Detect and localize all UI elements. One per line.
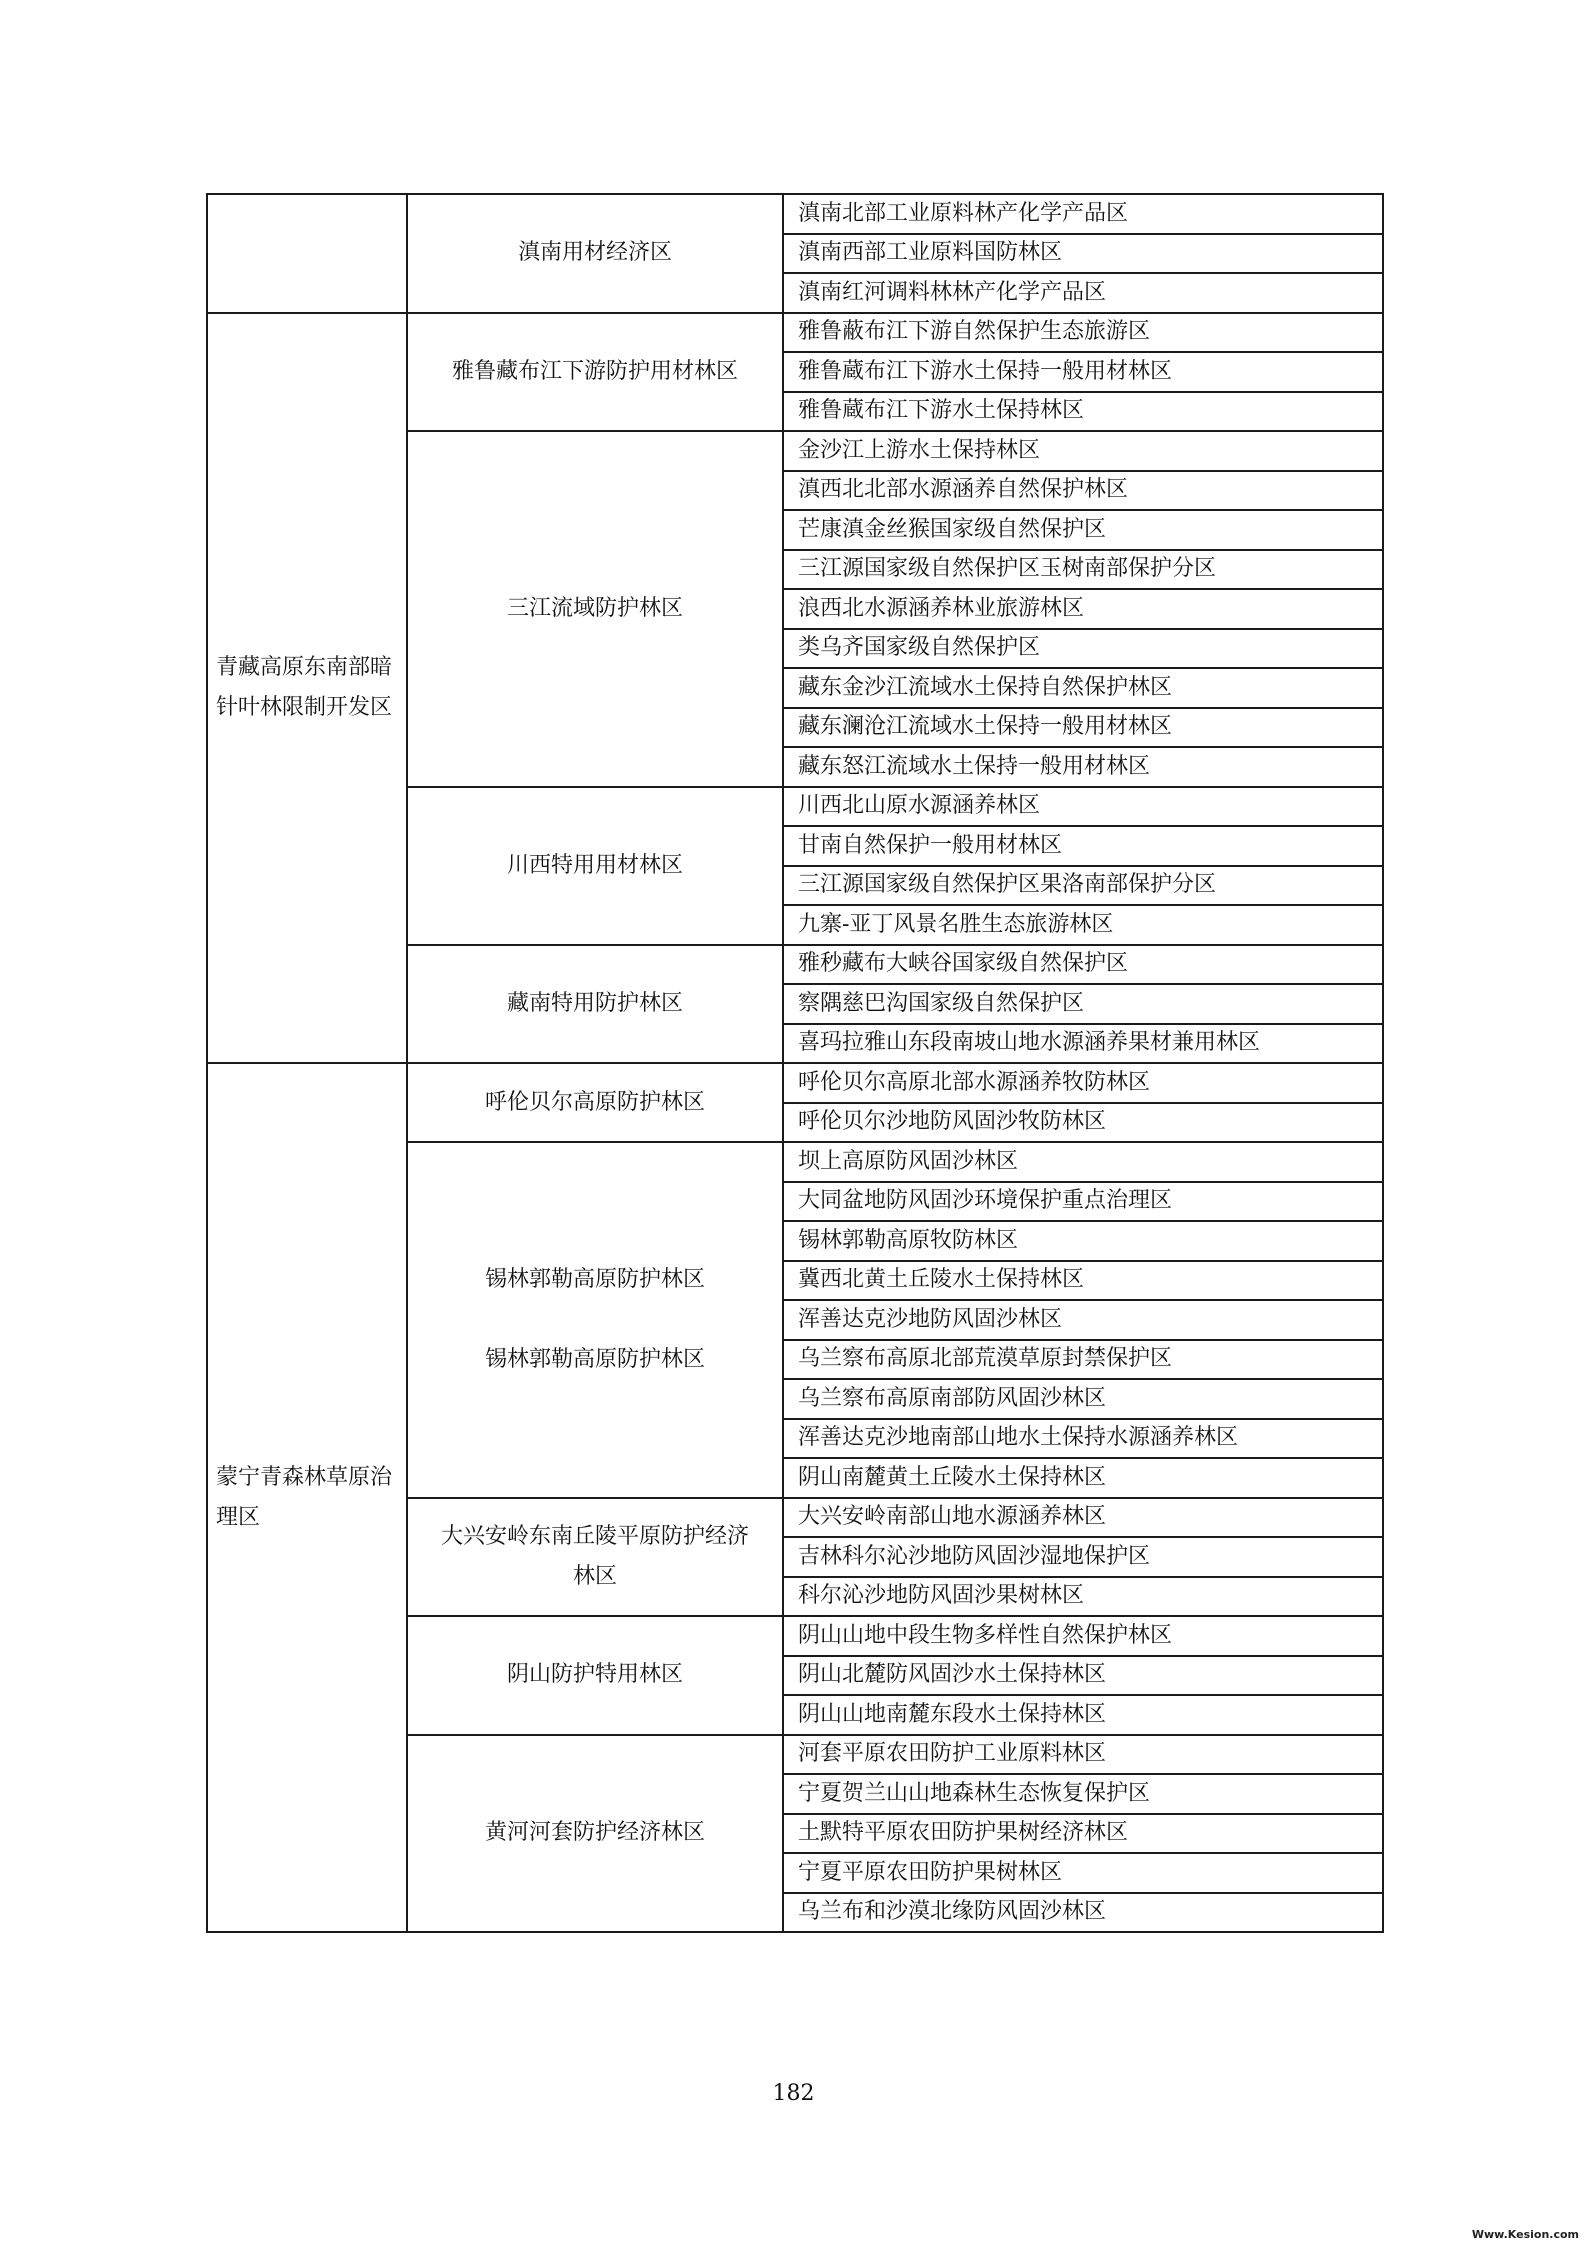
forest-area-cell: 川西北山原水源涵养林区 — [783, 787, 1383, 827]
forest-area-cell: 藏东怒江流域水土保持一般用材林区 — [783, 747, 1383, 787]
watermark: Www.Kesion.com — [1471, 2228, 1579, 2241]
forest-area-cell: 冀西北黄土丘陵水土保持林区 — [783, 1261, 1383, 1301]
subregion-cell — [407, 194, 783, 313]
region-cell: 蒙宁青森林草原治理区 — [207, 1063, 407, 1932]
forest-area-cell: 阴山山地南麓东段水土保持林区 — [783, 1695, 1383, 1735]
forest-area-cell: 宁夏贺兰山山地森林生态恢复保护区 — [783, 1774, 1383, 1814]
subregion-label: 大兴安岭东南丘陵平原防护经济 — [440, 1523, 749, 1549]
forest-area-cell: 坝上高原防风固沙林区 — [783, 1142, 1383, 1182]
forest-area-cell: 乌兰布和沙漠北缘防风固沙林区 — [783, 1893, 1383, 1933]
subregion-cell — [407, 1498, 783, 1617]
table-row — [207, 313, 1383, 353]
forest-area-cell: 藏东金沙江流域水土保持自然保护林区 — [783, 668, 1383, 708]
page-number: 182 — [772, 2081, 815, 2106]
forest-area-cell: 雅鲁蔽布江下游自然保护生态旅游区 — [783, 313, 1383, 353]
forest-area-cell: 乌兰察布高原北部荒漠草原封禁保护区 — [783, 1340, 1383, 1380]
subregion-cell — [407, 313, 783, 432]
forest-area-cell: 雅秒藏布大峡谷国家级自然保护区 — [783, 945, 1383, 985]
forest-area-cell: 滇南西部工业原料国防林区 — [783, 234, 1383, 274]
region-cell — [207, 194, 407, 313]
forest-area-cell: 宁夏平原农田防护果树林区 — [783, 1853, 1383, 1893]
forest-area-cell: 芒康滇金丝猴国家级自然保护区 — [783, 510, 1383, 550]
forest-area-cell: 雅鲁蔵布江下游水土保持林区 — [783, 392, 1383, 432]
forest-area-cell: 藏东澜沧江流域水土保持一般用材林区 — [783, 708, 1383, 748]
subregion-cell — [407, 945, 783, 1064]
forest-area-cell: 大兴安岭南部山地水源涵养林区 — [783, 1498, 1383, 1538]
subregion-cell — [407, 431, 783, 787]
region-cell: 青藏高原东南部暗针叶林限制开发区 — [207, 313, 407, 1064]
subregion-cell — [407, 1616, 783, 1735]
forest-area-cell: 三江源国家级自然保护区玉树南部保护分区 — [783, 550, 1383, 590]
forest-area-cell: 甘南自然保护一般用材林区 — [783, 826, 1383, 866]
forest-area-cell: 三江源国家级自然保护区果洛南部保护分区 — [783, 866, 1383, 906]
forest-zone-table — [206, 193, 1384, 1933]
forest-area-cell: 雅鲁蔵布江下游水土保持一般用材林区 — [783, 352, 1383, 392]
subregion-cell — [407, 1142, 783, 1498]
subregion-label: 川西特用用材林区 — [506, 852, 683, 878]
forest-area-cell: 察隅慈巴沟国家级自然保护区 — [783, 984, 1383, 1024]
subregion-label: 林区 — [572, 1563, 617, 1589]
forest-area-cell: 科尔沁沙地防风固沙果树林区 — [783, 1577, 1383, 1617]
forest-area-cell: 喜玛拉雅山东段南坡山地水源涵养果材兼用林区 — [783, 1024, 1383, 1064]
subregion-cell — [407, 1063, 783, 1142]
subregion-cell — [407, 1735, 783, 1933]
forest-zone-table-body — [207, 194, 1383, 1932]
forest-area-cell: 浑善达克沙地南部山地水土保持水源涵养林区 — [783, 1419, 1383, 1459]
forest-area-cell: 河套平原农田防护工业原料林区 — [783, 1735, 1383, 1775]
subregion-label: 阴山防护特用林区 — [506, 1662, 683, 1688]
forest-area-cell: 阴山南麓黄土丘陵水土保持林区 — [783, 1458, 1383, 1498]
forest-area-cell: 阴山北麓防风固沙水土保持林区 — [783, 1656, 1383, 1696]
forest-area-cell: 滇南红河调料林林产化学产品区 — [783, 273, 1383, 313]
forest-area-cell: 九寨-亚丁风景名胜生态旅游林区 — [783, 905, 1383, 945]
subregion-label: 滇南用材经济区 — [517, 240, 672, 266]
subregion-cell — [407, 787, 783, 945]
forest-area-cell: 类乌齐国家级自然保护区 — [783, 629, 1383, 669]
forest-area-cell: 阴山山地中段生物多样性自然保护林区 — [783, 1616, 1383, 1656]
subregion-label: 藏南特用防护林区 — [506, 990, 683, 1016]
subregion-label: 雅鲁藏布江下游防护用材林区 — [451, 358, 738, 384]
table-row — [207, 1063, 1383, 1103]
forest-area-cell: 吉林科尔沁沙地防风固沙湿地保护区 — [783, 1537, 1383, 1577]
subregion-label: 锡林郭勒高原防护林区 — [484, 1266, 705, 1292]
subregion-label — [420, 1300, 770, 1340]
forest-area-cell: 乌兰察布高原南部防风固沙林区 — [783, 1379, 1383, 1419]
forest-area-cell: 锡林郭勒高原牧防林区 — [783, 1221, 1383, 1261]
forest-area-cell: 金沙江上游水土保持林区 — [783, 431, 1383, 471]
subregion-label: 三江流域防护林区 — [506, 595, 683, 621]
forest-area-cell: 大同盆地防风固沙环境保护重点治理区 — [783, 1182, 1383, 1222]
forest-area-cell: 呼伦贝尔沙地防风固沙牧防林区 — [783, 1103, 1383, 1143]
subregion-label: 呼伦贝尔高原防护林区 — [484, 1089, 705, 1115]
subregion-label: 锡林郭勒高原防护林区 — [484, 1346, 705, 1372]
forest-area-cell: 浪西北水源涵养林业旅游林区 — [783, 589, 1383, 629]
forest-area-cell: 土默特平原农田防护果树经济林区 — [783, 1814, 1383, 1854]
forest-area-cell: 浑善达克沙地防风固沙林区 — [783, 1300, 1383, 1340]
subregion-label: 黄河河套防护经济林区 — [484, 1820, 705, 1846]
forest-area-cell: 滇西北北部水源涵养自然保护林区 — [783, 471, 1383, 511]
forest-area-cell: 呼伦贝尔高原北部水源涵养牧防林区 — [783, 1063, 1383, 1103]
forest-area-cell: 滇南北部工业原料林产化学产品区 — [783, 194, 1383, 234]
table-row — [207, 194, 1383, 234]
